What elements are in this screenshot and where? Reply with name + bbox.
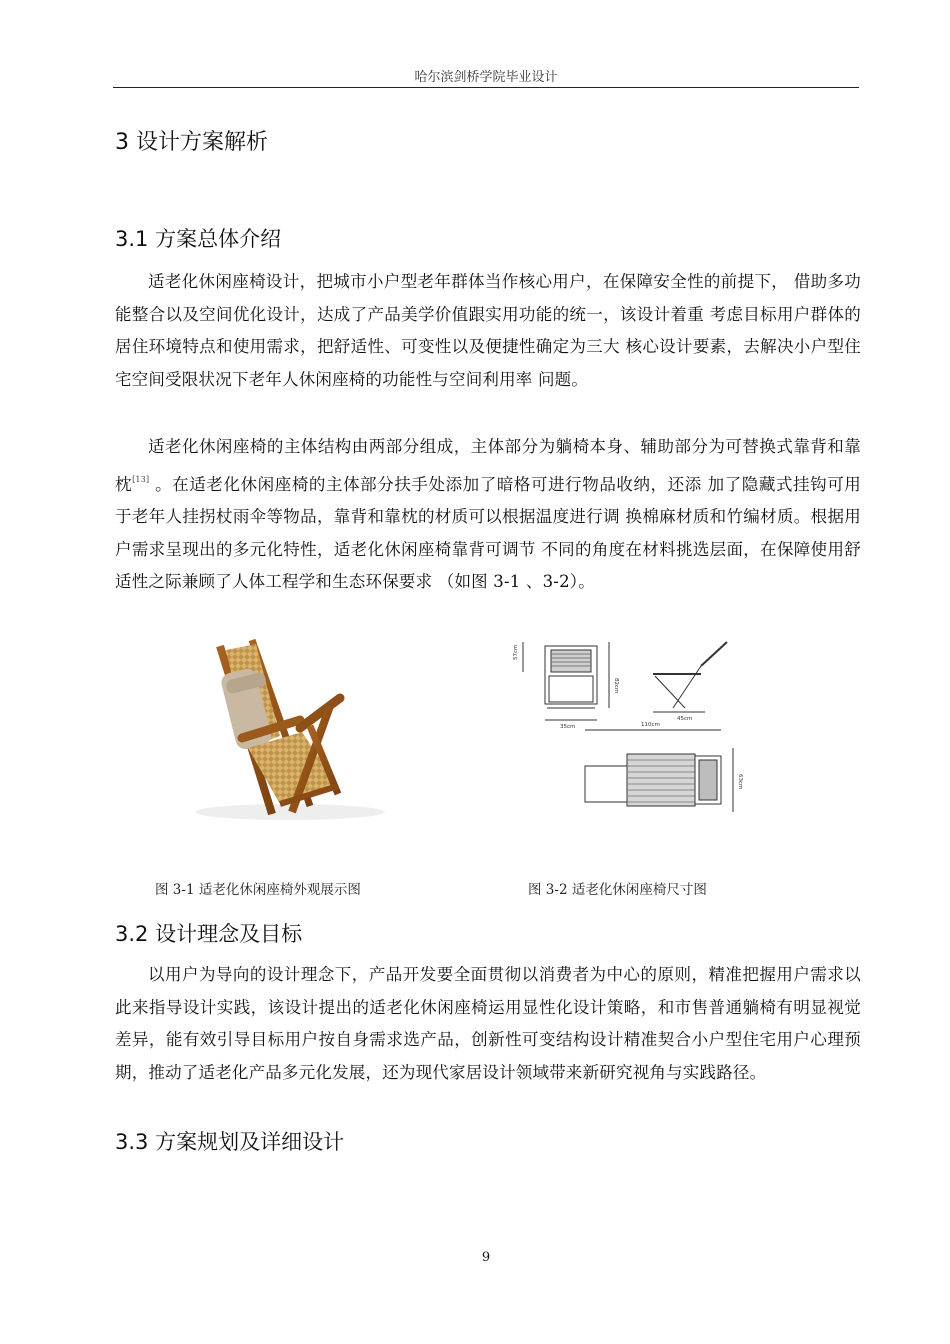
figure-3-2-dimension-drawing [505, 636, 755, 821]
dim-label-6: 63cm [737, 774, 743, 790]
dim-label-4: 45cm [677, 716, 693, 722]
figure-3-1-caption: 图 3-1 适老化休闲座椅外观展示图 [155, 882, 361, 898]
section-3-1-paragraph-2 [115, 431, 861, 599]
header-rule [113, 87, 859, 88]
section-3-title: 3 设计方案解析 [115, 130, 268, 155]
citation-ref: [13] [132, 474, 150, 484]
dim-label-2: 82cm [613, 678, 619, 694]
figure-3-1-chair-render [160, 636, 410, 821]
paragraph-2-part-a: 适老化休闲座椅的主体结构由两部分组成，主体部分为躺椅本身、辅助部分为可替换式靠背和靠枕 [115, 437, 861, 494]
section-3-2-title: 3.2 设计理念及目标 [115, 922, 303, 946]
section-3-1-paragraph-1: 适老化休闲座椅设计，把城市小户型老年群体当作核心用户，在保障安全性的前提下， 借助多功能整合以及空间优化设计，达成了产品美学价值跟实用功能的统一，该设计着重 考虑目标用户群体的居住环境特点和使用需求，把舒适性、可变性以及便捷性确定为三大 核心设计要素，去解决小户型住宅空间受限状况下老年人休闲座椅的功能性与空间利用率 问题。 [115, 272, 861, 389]
page-header-title: 哈尔滨剑桥学院毕业设计 [414, 70, 558, 85]
figure-3-2-caption: 图 3-2 适老化休闲座椅尺寸图 [528, 882, 707, 898]
dim-label-1: 57cm [513, 644, 519, 660]
dim-label-3: 35cm [560, 724, 576, 730]
section-3-1-title: 3.1 方案总体介绍 [115, 227, 282, 251]
section-3-2-paragraph: 以用户为导向的设计理念下，产品开发要全面贯彻以消费者为中心的原则，精准把握用户需求以此来指导设计实践，该设计提出的适老化休闲座椅运用显性化设计策略，和市售普通躺椅有明显视觉差异，能有效引导目标用户按自身需求选产品，创新性可变结构设计精准契合小户型住宅用户心理预期，推动了适老化产品多元化发展，还为现代家居设计领域带来新研究视角与实践路径。 [115, 965, 861, 1082]
section-3-3-title: 3.3 方案规划及详细设计 [115, 1130, 345, 1154]
page-number: 9 [481, 1250, 491, 1265]
dim-label-5: 110cm [641, 722, 660, 728]
paragraph-2-part-b: 。在适老化休闲座椅的主体部分扶手处添加了暗格可进行物品收纳，还添 加了隐藏式挂钩可用于老年人挂拐杖雨伞等物品，靠背和靠枕的材质可以根据温度进行调 换棉麻材质和竹编材质。根据用户需求呈现出的多元化特性，适老化休闲座椅靠背可调节 不同的角度在材料挑选层面，在保障使用舒适性之际兼顾了人体工程学和生态环保要求 （如图 3-1 、3-2）。 [115, 474, 862, 591]
